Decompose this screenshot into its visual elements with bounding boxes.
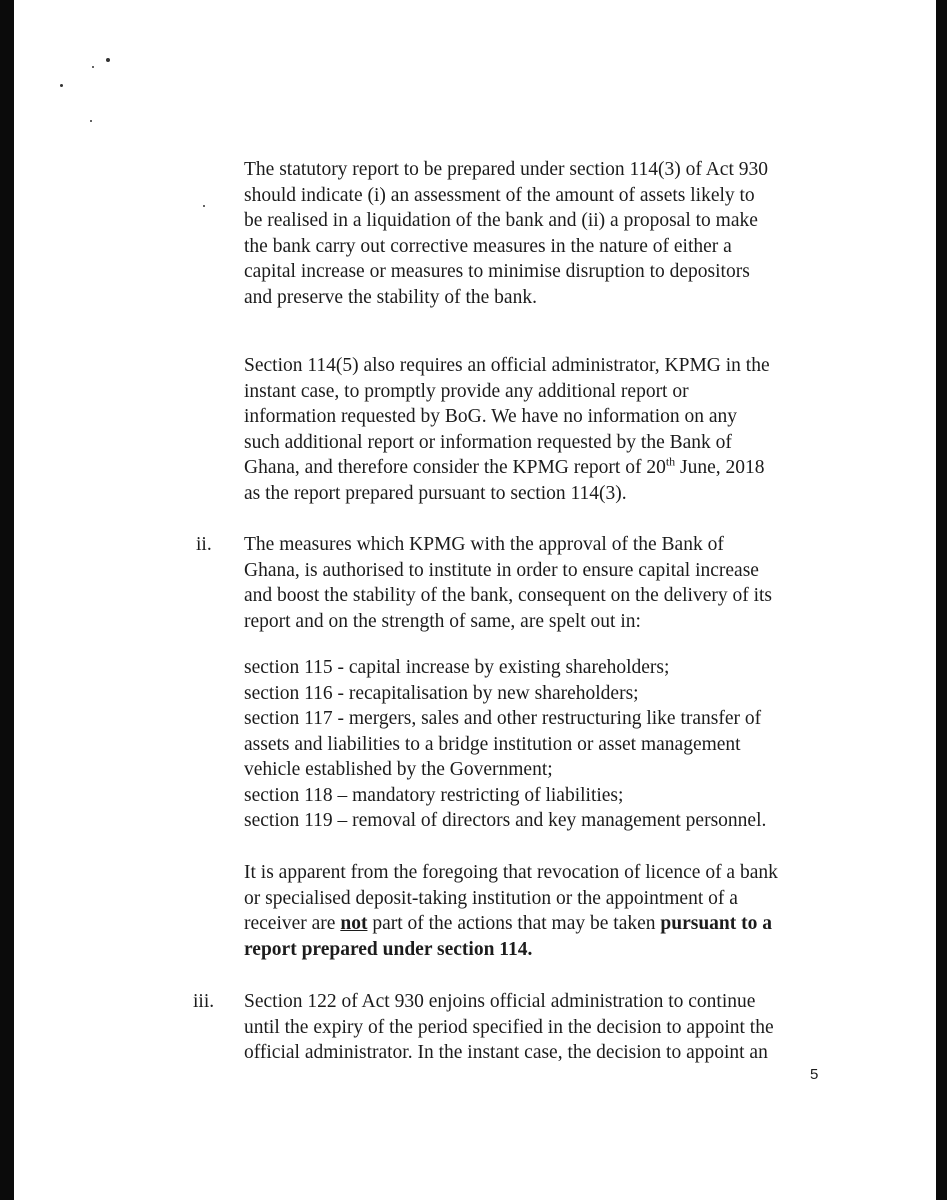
ordinal-suffix: th (665, 454, 676, 469)
text-line: instant case, to promptly provide any additional report or (244, 380, 689, 402)
scan-right-edge (936, 0, 947, 1200)
page-number: 5 (810, 1066, 819, 1083)
text-line: report and on the strength of same, are spelt out in: (244, 610, 641, 632)
section-item: section 117 - mergers, sales and other restructuring like transfer of (244, 708, 762, 729)
section-item: vehicle established by the Government; (244, 759, 553, 780)
text-fragment: receiver are (244, 913, 341, 934)
text-line: report prepared under section 114. (244, 938, 533, 960)
scan-speck (60, 84, 63, 87)
section-list (244, 655, 824, 834)
paragraph-measures (244, 532, 824, 634)
text-line: or specialised deposit-taking institution or the appointment of a (244, 887, 738, 909)
scan-left-edge (0, 0, 14, 1200)
text-line: such additional report or information requested by the Bank of (244, 431, 732, 453)
underlined-emphasis: not (340, 913, 368, 934)
text-line: The statutory report to be prepared under section 114(3) of Act 930 (244, 159, 768, 180)
list-marker-ii: ii. (196, 534, 212, 555)
bold-emphasis: pursuant to a (660, 913, 773, 934)
text-line: and boost the stability of the bank, consequent on the delivery of its (244, 585, 773, 606)
scan-speck (106, 58, 110, 62)
text-line: as the report prepared pursuant to section 114(3). (244, 482, 627, 504)
text-fragment: June, 2018 (675, 457, 765, 478)
paragraph-foregoing (244, 860, 824, 962)
text-line: be realised in a liquidation of the bank and (ii) a proposal to make (244, 210, 758, 231)
text-line: information requested by BoG. We have no information on any (244, 406, 738, 427)
text-line: official administrator. In the instant case, the decision to appoint an (244, 1042, 768, 1063)
section-item: section 118 – mandatory restricting of liabilities; (244, 784, 624, 806)
text-line: should indicate (i) an assessment of the amount of assets likely to (244, 184, 755, 206)
text-line (244, 911, 824, 937)
text-line: and preserve the stability of the bank. (244, 286, 537, 308)
section-item: assets and liabilities to a bridge institution or asset management (244, 733, 741, 755)
paragraph-section-114-5 (244, 353, 824, 506)
text-line: Section 114(5) also requires an official administrator, KPMG in the (244, 355, 770, 376)
scan-speck (203, 205, 205, 207)
text-line: until the expiry of the period specified in the decision to appoint the (244, 1016, 774, 1038)
text-line: It is apparent from the foregoing that revocation of licence of a bank (244, 862, 778, 883)
paragraph-section-122 (244, 989, 824, 1066)
text-line: capital increase or measures to minimise disruption to depositors (244, 261, 750, 282)
section-item: section 116 - recapitalisation by new shareholders; (244, 682, 639, 704)
text-line: Section 122 of Act 930 enjoins official administration to continue (244, 991, 756, 1012)
paragraph-statutory-report (244, 157, 824, 310)
list-marker-iii: iii. (193, 991, 215, 1012)
text-fragment: Ghana, and therefore consider the KPMG report of 20 (244, 457, 666, 478)
text-line (244, 455, 824, 481)
section-item: section 115 - capital increase by existing shareholders; (244, 657, 670, 678)
text-line: The measures which KPMG with the approval of the Bank of (244, 534, 724, 555)
scan-speck (92, 66, 94, 68)
scan-speck (90, 120, 92, 122)
section-item: section 119 – removal of directors and key management personnel. (244, 810, 767, 831)
text-line: the bank carry out corrective measures in the nature of either a (244, 235, 732, 257)
text-fragment: part of the actions that may be taken (367, 913, 661, 934)
text-line: Ghana, is authorised to institute in order to ensure capital increase (244, 559, 759, 581)
